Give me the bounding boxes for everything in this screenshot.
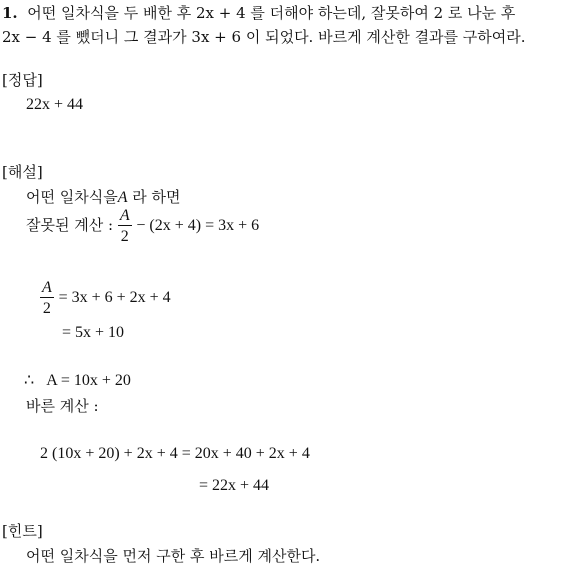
solution-heading: [해설] xyxy=(2,163,43,181)
answer-value: 22x + 44 xyxy=(26,96,84,113)
wrong-calc-rhs: − (2x + 4) = 3x + 6 xyxy=(136,217,260,234)
problem-text-1: 어떤 일차식을 두 배한 후 2x + 4 를 더해야 하는데, 잘못하여 2 로 나눈 후 xyxy=(27,4,516,22)
result-expression: A = 10x + 20 xyxy=(46,372,131,389)
fraction-numerator: A xyxy=(119,206,130,224)
step1-fraction xyxy=(40,279,54,318)
hint-heading: [힌트] xyxy=(2,522,43,540)
wrong-calc-line xyxy=(26,206,259,246)
right-calc-label: 바른 계산 : xyxy=(26,397,99,415)
step1-numerator: A xyxy=(42,278,52,296)
calc-line-1: 2 (10x + 20) + 2x + 4 = 20x + 40 + 2x + 4 xyxy=(40,445,310,462)
intro-rest: 라 하면 xyxy=(127,188,181,206)
hint-text: 어떤 일차식을 먼저 구한 후 바르게 계산한다. xyxy=(26,547,321,565)
step1-denominator: 2 xyxy=(42,299,51,317)
step2-line: = 5x + 10 xyxy=(62,324,125,341)
problem-line-1 xyxy=(2,4,515,22)
therefore-symbol: ∴ xyxy=(24,372,35,389)
answer-heading: [정답] xyxy=(2,71,43,89)
solution-intro xyxy=(26,188,181,207)
calc-line-2: = 22x + 44 xyxy=(199,477,270,494)
problem-number: 1. xyxy=(2,4,18,22)
intro-variable: A xyxy=(117,189,128,206)
step1-line xyxy=(40,278,171,318)
fraction-denominator: 2 xyxy=(120,227,129,245)
intro-text: 어떤 일차식을 xyxy=(26,188,118,206)
step1-rhs: = 3x + 6 + 2x + 4 xyxy=(58,289,171,306)
problem-line-2: 2x − 4 를 뺐더니 그 결과가 3x + 6 이 되었다. 바르게 계산한 결과를 구하여라. xyxy=(2,28,526,46)
therefore-line xyxy=(24,372,131,390)
wrong-calc-label: 잘못된 계산 : xyxy=(26,216,114,234)
fraction-a-over-2 xyxy=(118,207,132,246)
